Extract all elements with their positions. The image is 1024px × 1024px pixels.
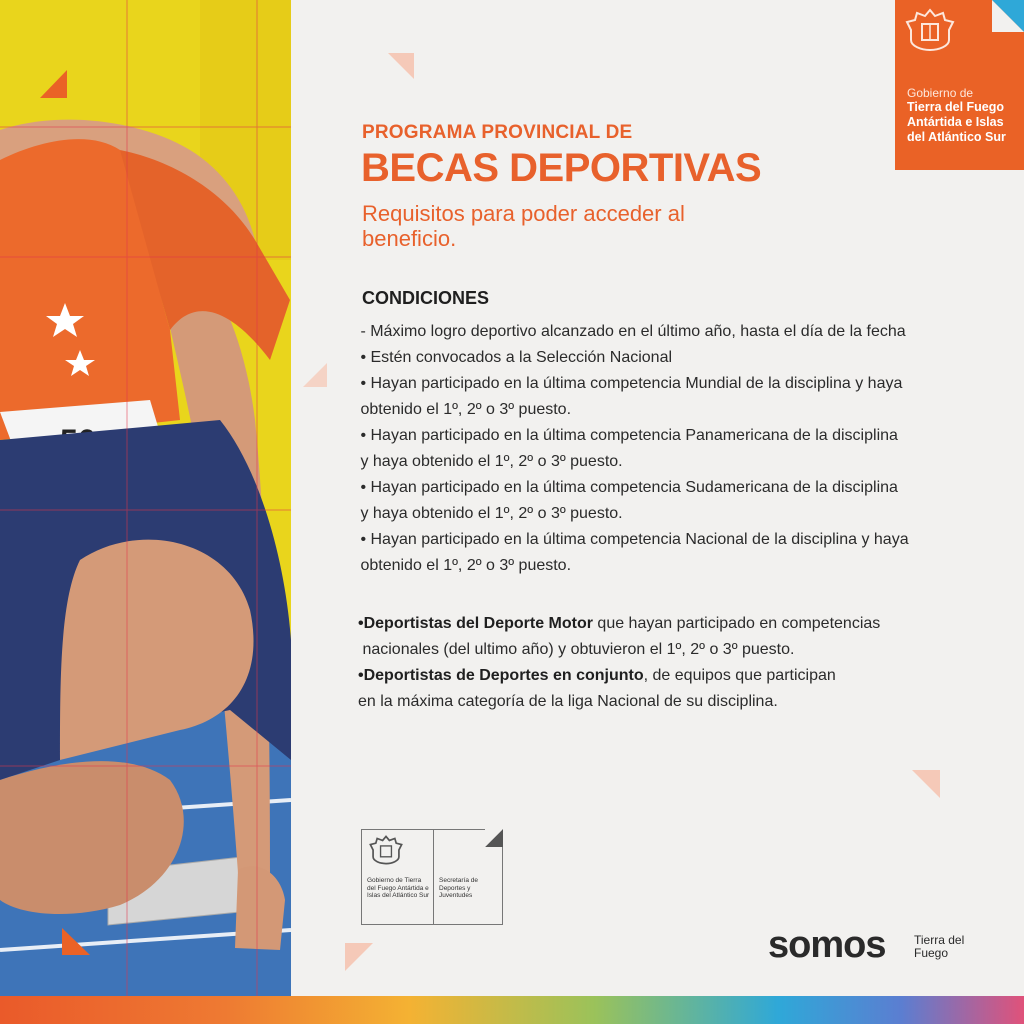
decor-triangle	[345, 943, 373, 971]
somos-word: somos	[768, 924, 886, 966]
badge-fold	[992, 0, 1024, 32]
decor-triangle	[388, 53, 414, 79]
team-sport-label: •Deportistas de Deportes en conjunto	[358, 667, 644, 684]
team-sport-text: , de equipos que participan en la máxima categoría de la liga Nacional de su disciplina.	[358, 667, 836, 710]
program-title: PROGRAMA PROVINCIAL DE	[362, 122, 633, 143]
somos-subtext: Tierra del Fuego	[914, 933, 965, 960]
conditions-heading: CONDICIONES	[362, 288, 490, 308]
government-badge	[895, 0, 1024, 170]
rainbow-strip	[0, 996, 1024, 1024]
program-headline: BECAS DEPORTIVAS	[361, 146, 762, 190]
condition-item: • Hayan participado en la última competencia Panamericana de la disciplina y haya obtenido el 1º, 2º o 3º puesto.	[360, 427, 898, 470]
motor-sport-label: •Deportistas del Deporte Motor	[358, 615, 593, 632]
condition-item: • Hayan participado en la última competencia Sudamericana de la disciplina y haya obtenido el 1º, 2º o 3º puesto.	[360, 479, 898, 522]
decor-triangle	[912, 770, 940, 798]
provincial-seal-icon	[905, 8, 955, 52]
secretaria-logo	[361, 829, 503, 925]
condition-item: - Máximo logro deportivo alcanzado en el último año, hasta el día de la fecha	[356, 323, 906, 340]
condition-item: • Hayan participado en la última competencia Nacional de la disciplina y haya obtenido el 1º, 2º o 3º puesto.	[360, 531, 909, 574]
program-subtitle: Requisitos para poder acceder al beneficio.	[362, 201, 685, 251]
provincial-seal-icon	[369, 835, 403, 865]
badge-line2: Tierra del Fuego Antártida e Islas del Atlántico Sur	[907, 100, 1006, 144]
motor-sport-item	[358, 611, 998, 663]
secretaria-logo-gov-text: Gobierno de Tierra del Fuego Antártida e Islas del Atlántico Sur	[367, 877, 430, 899]
special-categories	[358, 611, 998, 715]
athlete-photo	[0, 0, 291, 996]
badge-line1: Gobierno de	[907, 86, 974, 100]
decor-triangle	[303, 363, 327, 387]
condition-item: • Estén convocados a la Selección Nacional	[356, 349, 673, 366]
team-sport-item	[358, 663, 998, 715]
secretaria-logo-dept-text: Secretaría de Deportes y Juventudes	[439, 877, 479, 899]
condition-item: • Hayan participado en la última competencia Mundial de la disciplina y haya obtenido el 1º, 2º o 3º puesto.	[360, 375, 903, 418]
motor-sport-text: que hayan participado en competencias nacionales (del ultimo año) y obtuvieron el 1º, 2º o 3º puesto.	[362, 615, 881, 658]
conditions-list	[356, 319, 996, 579]
